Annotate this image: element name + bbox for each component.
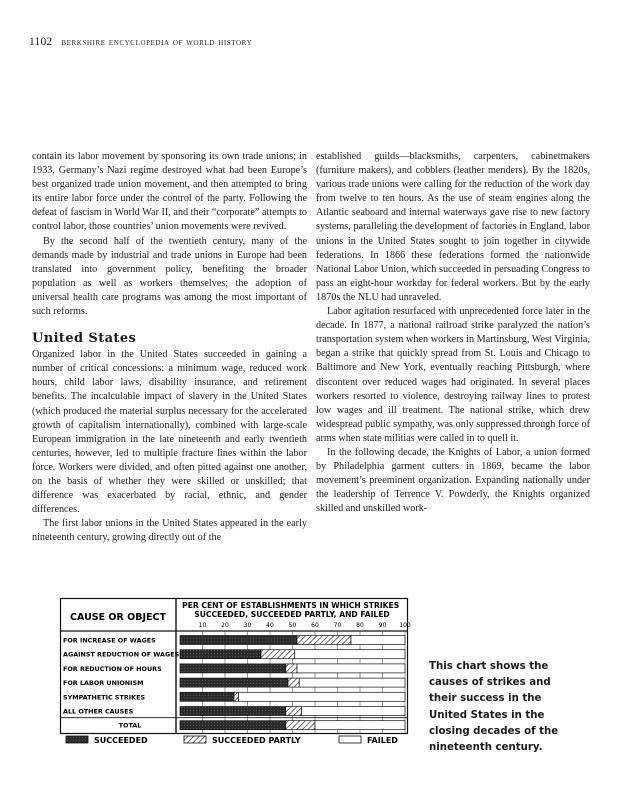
chart-title: PER CENT OF ESTABLISHMENTS IN WHICH STRIKES SUCCEEDED, SUCCEEDED PARTLY, AND FAILED bbox=[182, 601, 400, 619]
x-tick-label: 30 bbox=[243, 622, 252, 629]
bar-succeeded bbox=[180, 678, 288, 687]
page-number: 1102 bbox=[29, 36, 53, 48]
left-paragraph-2: By the second half of the twentieth century, many of the demands made by industrial and trade unions in Europe had been translated into government policy, benefiting the broader population as well as workers themselves; the adoption of universal health care programs was among the most important of such reforms. bbox=[32, 235, 307, 318]
bar-succeeded bbox=[180, 707, 286, 716]
chart-rows bbox=[60, 636, 408, 730]
bar-succeeded-partly bbox=[234, 692, 239, 701]
x-tick-label: 40 bbox=[266, 622, 274, 629]
x-tick-label: 50 bbox=[288, 622, 297, 629]
row-label: FOR LABOR UNIONISM bbox=[63, 679, 144, 688]
bar-failed bbox=[302, 707, 406, 716]
row-label: ALL OTHER CAUSES bbox=[63, 707, 134, 716]
bar-failed bbox=[315, 721, 405, 730]
bar-succeeded bbox=[180, 650, 261, 659]
bar-succeeded bbox=[180, 692, 234, 701]
row-label: TOTAL bbox=[118, 721, 142, 730]
chart-legend bbox=[66, 736, 398, 745]
section-heading: United States bbox=[32, 331, 137, 347]
x-tick-label: 70 bbox=[333, 622, 342, 629]
strikes-chart-svg bbox=[60, 598, 411, 745]
bar-succeeded bbox=[180, 721, 286, 730]
row-label: SYMPATHETIC STRIKES bbox=[63, 693, 146, 702]
x-tick-label: 100 bbox=[399, 622, 411, 629]
legend-label-failed: FAILED bbox=[367, 736, 398, 745]
x-tick-label: 90 bbox=[378, 622, 387, 629]
bar-failed bbox=[297, 664, 405, 673]
right-paragraph-2: Labor agitation resurfaced with unprecedented force later in the decade. In 1877, a national railroad strike paralyzed the nation’s transportation system when workers in Martinsburg, West Virginia, began a strike that quickly spread from St. Louis and Chicago to Baltimore and New York, eventually reaching Pittsburgh, where discontent over reduced wages had originated. In several places workers resorted to violence, destroying railway lines to protest low wages and ill treatment. The national strike, which drew widespread public sympathy, was only suppressed through force of arms when state militias were called in to quell it. bbox=[316, 306, 590, 444]
x-tick-label: 20 bbox=[221, 622, 229, 629]
bar-succeeded-partly bbox=[261, 650, 295, 659]
bar-failed bbox=[239, 692, 406, 701]
row-label: FOR REDUCTION OF HOURS bbox=[63, 664, 162, 673]
bar-succeeded-partly bbox=[288, 678, 299, 687]
left-paragraph-1: contain its labor movement by sponsoring its own trade unions; in 1933, Germany’s Nazi regime destroyed what had been Europe’s best organized trade union movement, and then attempted to bring its entire labor force under the control of the party. Following the defeat of fascism in World War II, and their “corporate” attempts to control labor, those countries’ union movements were revived. bbox=[32, 151, 307, 233]
bar-succeeded-partly bbox=[286, 721, 315, 730]
legend-label-succeeded: SUCCEEDED bbox=[94, 736, 148, 745]
bar-failed bbox=[351, 636, 405, 645]
x-tick-label: 10 bbox=[198, 622, 207, 629]
right-column bbox=[316, 150, 590, 516]
publication-title: berkshire encyclopedia of world history bbox=[61, 37, 253, 48]
bar-failed bbox=[295, 650, 405, 659]
chart-x-ticks bbox=[199, 622, 411, 629]
row-label: AGAINST REDUCTION OF WAGES bbox=[63, 650, 180, 659]
right-paragraph-3: In the following decade, the Knights of Labor, a union formed by Philadelphia garment cutters in 1869, became the labor movement’s preeminent organization. Expanding nationally under the leadership of Terrence V. Powderly, the Knights organized skilled and unskilled work- bbox=[316, 446, 590, 515]
legend-swatch-failed bbox=[339, 736, 361, 743]
bar-succeeded bbox=[180, 664, 286, 673]
running-head bbox=[29, 36, 252, 48]
bar-succeeded-partly bbox=[286, 707, 302, 716]
bar-succeeded-partly bbox=[286, 664, 297, 673]
legend-swatch-succeeded bbox=[66, 736, 88, 743]
left-paragraph-3: Organized labor in the United States succeeded in gaining a number of critical concessions: a minimum wage, reduced work hours, child labor laws, disability insurance, and retirement benefits. The incalculable impact of slavery in the United States (which produced the material surplus necessary for the accelerated growth of capitalism internationally), combined with large-scale European immigration in the late nineteenth and early twentieth centuries, however, led to multiple fracture lines within the labor force. Workers were divided, and often pitted against one another, on the basis of whether they were skilled or unskilled; that difference was exacerbated by racial, ethnic, and gender differences. bbox=[32, 349, 307, 516]
chart-category-header: CAUSE OR OBJECT bbox=[70, 612, 166, 623]
legend-swatch-partly bbox=[184, 736, 206, 743]
bar-failed bbox=[299, 678, 405, 687]
row-label: FOR INCREASE OF WAGES bbox=[63, 636, 156, 645]
left-paragraph-4: The first labor unions in the United States appeared in the early nineteenth century, growing directly out of the bbox=[32, 518, 307, 544]
strikes-chart bbox=[60, 598, 411, 745]
left-column bbox=[32, 150, 307, 545]
bar-succeeded bbox=[180, 636, 297, 645]
chart-caption: This chart shows the causes of strikes and their success in the United States in the closing decades of the nineteenth century. bbox=[429, 661, 559, 754]
bar-succeeded-partly bbox=[297, 636, 351, 645]
x-tick-label: 80 bbox=[356, 622, 364, 629]
x-tick-label: 60 bbox=[311, 622, 319, 629]
legend-label-partly: SUCCEEDED PARTLY bbox=[212, 736, 301, 745]
right-paragraph-1: established guilds—blacksmiths, carpenters, cabinetmakers (furniture makers), and cobblers (leather menders). By the 1820s, various trade unions were calling for the reduction of the work day from twelve to ten hours. As the use of steam engines along the Atlantic seaboard and internal waterways gave rise to new factory systems, paralleling the development of factories in England, labor unions in the United States sought to join together in citywide federations. In 1866 these federations formed the nationwide National Labor Union, which succeeded in persuading Congress to pass an eight-hour workday for federal workers. But by the early 1870s the NLU had unraveled. bbox=[316, 151, 590, 303]
